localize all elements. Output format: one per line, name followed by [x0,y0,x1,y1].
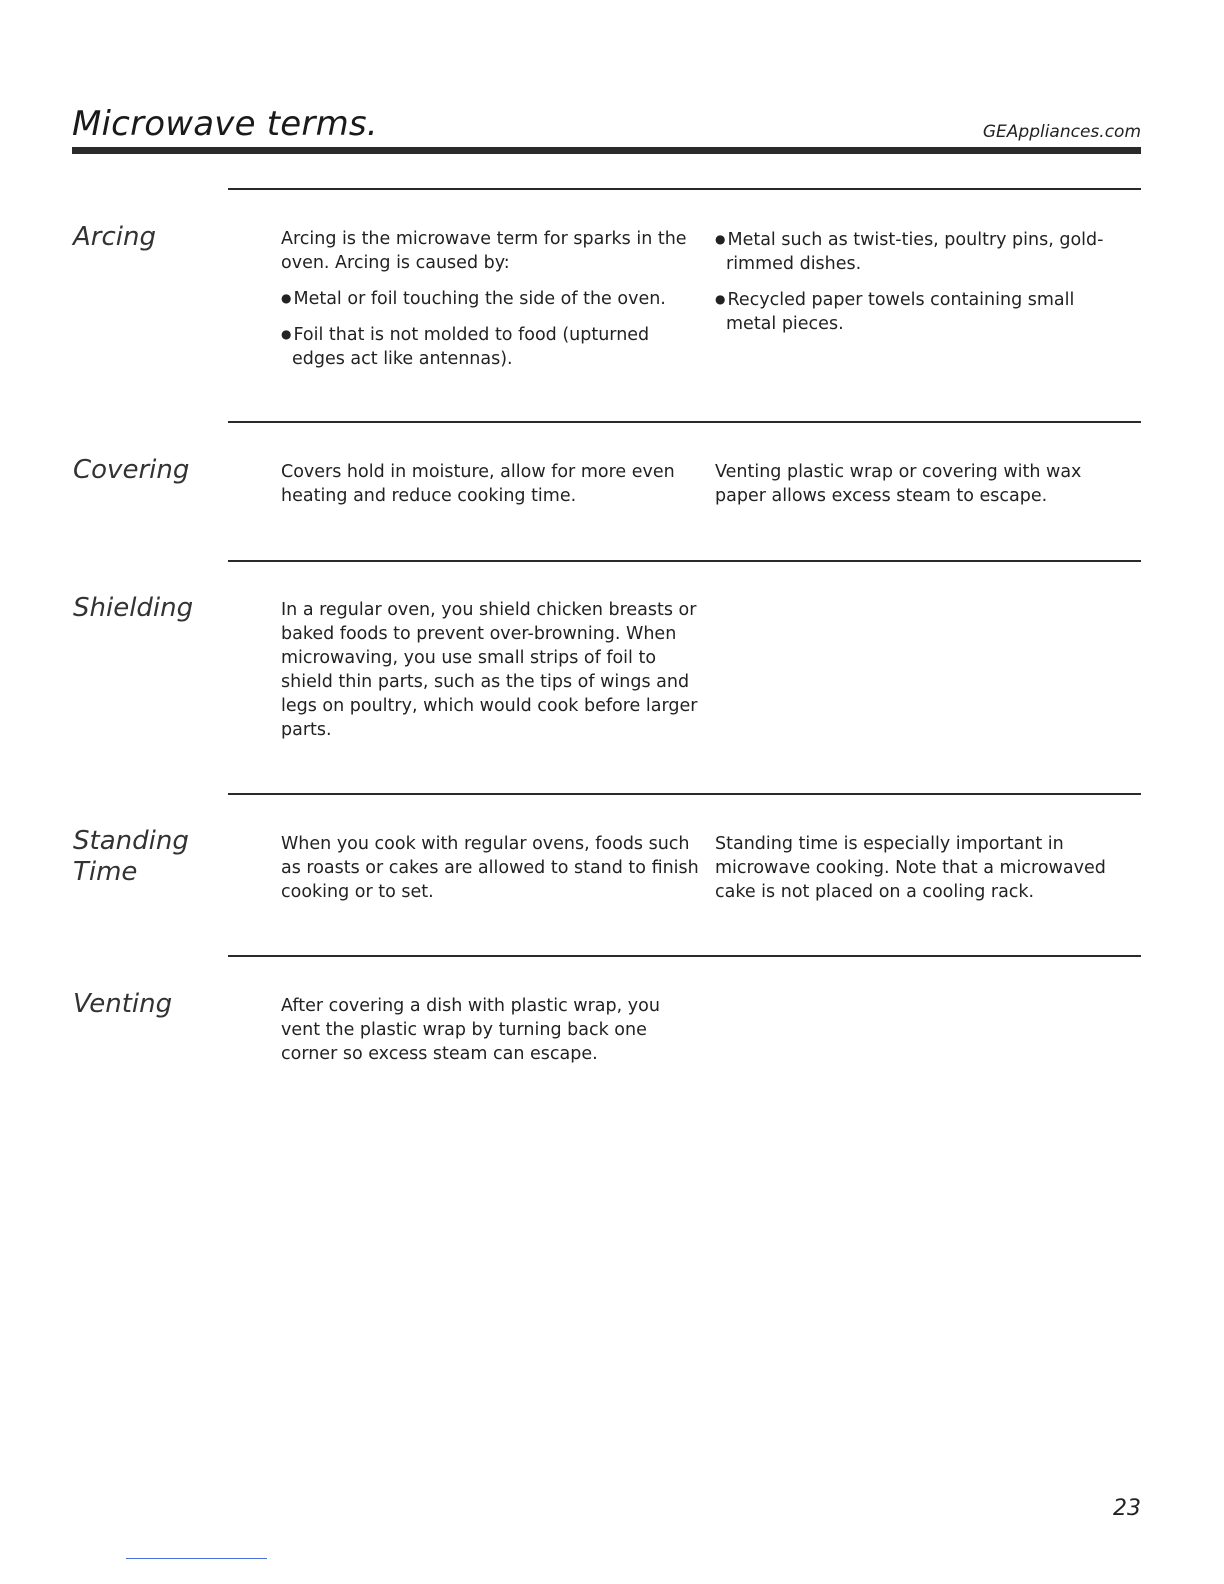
list-item: ● Metal or foil touching the side of the oven. [281,289,666,309]
term-line: Time [73,857,138,887]
section-divider [228,793,1141,795]
arcing-intro: Arcing is the microwave term for sparks in the oven. Arcing is caused by: [281,229,687,273]
term-standing-time [73,826,189,888]
covering-column-1: Covers hold in moisture, allow for more even heating and reduce cooking time. [281,462,675,506]
website-url: GEAppliances.com [982,122,1141,142]
shielding-column-1: In a regular oven, you shield chicken breasts or baked foods to prevent over-browning. When microwaving, you use small strips of foil to shield thin parts, such as the tips of wings and legs on poultry, which would cook before larger parts. [281,600,698,740]
term-line: Standing [73,826,189,856]
header-divider [72,147,1141,154]
page-number: 23 [1113,1496,1141,1521]
section-divider [228,188,1141,190]
standing-column-1: When you cook with regular ovens, foods such as roasts or cakes are allowed to stand to finish cooking or to set. [281,834,699,902]
arcing-column-2 [715,227,1125,347]
section-divider [228,955,1141,957]
list-item: ● Foil that is not molded to food (upturned edges act like antennas). [281,325,650,369]
list-item: ● Metal such as twist-ties, poultry pins, gold-rimmed dishes. [715,230,1104,274]
venting-column-1: After covering a dish with plastic wrap, you vent the plastic wrap by turning back one corner so excess steam can escape. [281,996,660,1064]
list-item: ● Recycled paper towels containing small metal pieces. [715,290,1075,334]
footer-link-underline [126,1558,267,1559]
term-venting: Venting [73,989,173,1019]
arcing-column-1 [281,227,701,382]
standing-column-2: Standing time is especially important in microwave cooking. Note that a microwaved cake is not placed on a cooling rack. [715,834,1106,902]
term-covering: Covering [73,455,190,485]
section-divider [228,421,1141,423]
term-arcing: Arcing [73,222,156,252]
covering-column-2: Venting plastic wrap or covering with wax paper allows excess steam to escape. [715,462,1082,506]
page-title: Microwave terms. [72,104,378,144]
term-shielding: Shielding [73,593,194,623]
section-divider [228,560,1141,562]
